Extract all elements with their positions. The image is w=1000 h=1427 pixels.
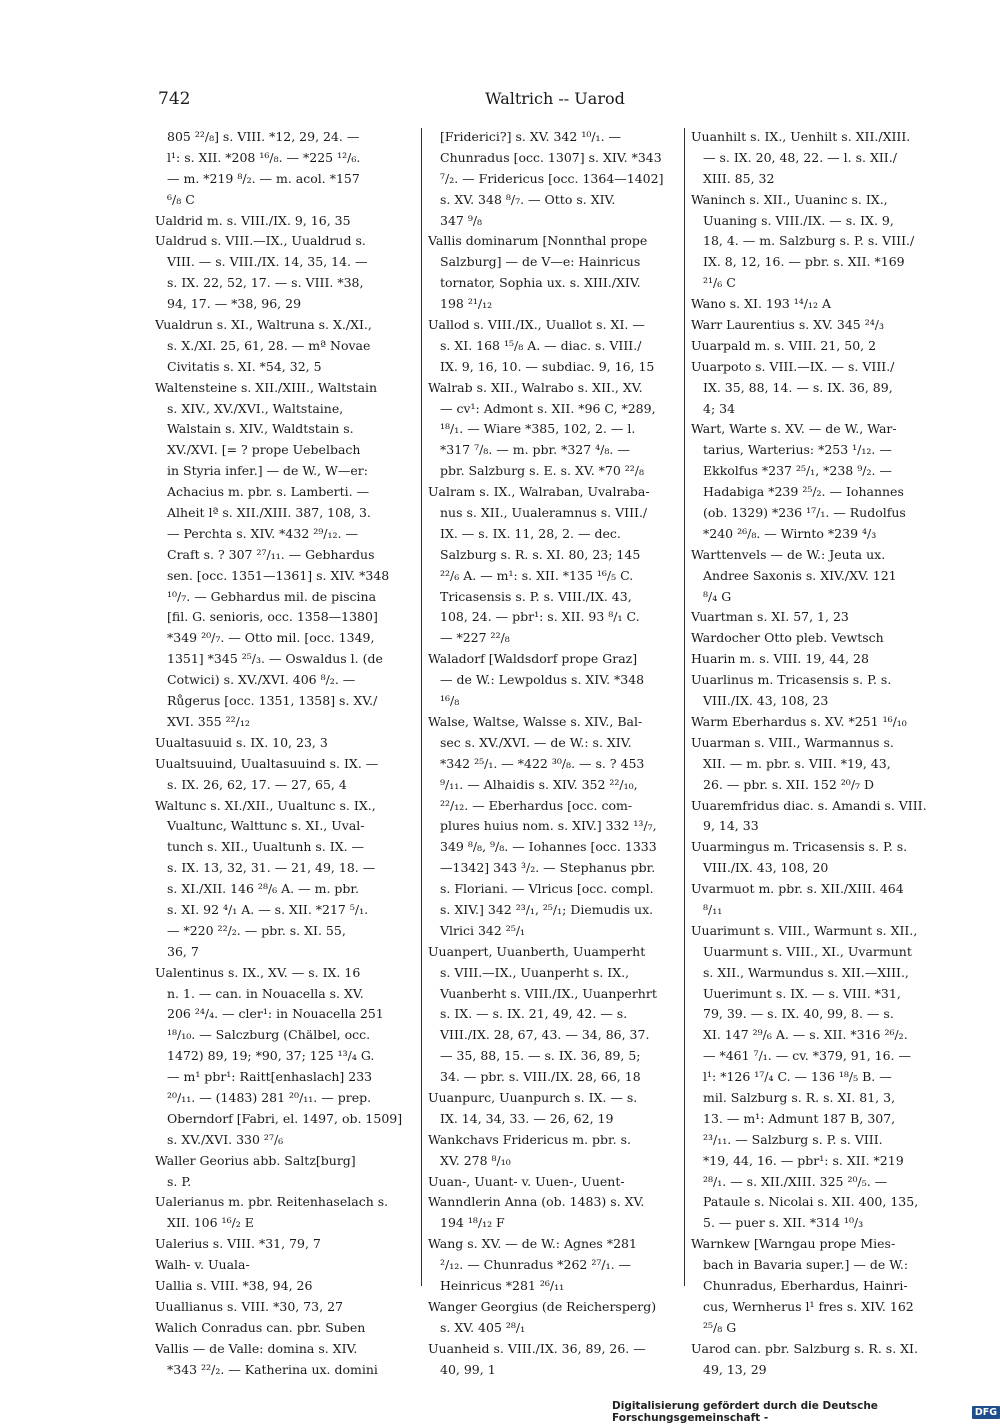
index-line: pbr. Salzburg s. E. s. XV. *70 ²²/₈ (440, 463, 645, 479)
index-line: Uuallianus s. VIII. *30, 73, 27 (155, 1298, 343, 1314)
index-line: Vallis dominarum [Nonnthal prope (428, 233, 648, 249)
index-line: VIII. — s. VIII./IX. 14, 35, 14. — (167, 254, 368, 270)
index-line: Andree Saxonis s. XIV./XV. 121 (703, 567, 897, 583)
index-line: ¹⁸/₁₀. — Salczburg (Chälbel, occ. (167, 1027, 371, 1043)
index-line: 34. — pbr. s. VIII./IX. 28, 66, 18 (440, 1069, 641, 1085)
index-line: Vallis — de Valle: domina s. XIV. (155, 1340, 358, 1356)
index-line: ²²/₁₂. — Eberhardus [occ. com- (440, 797, 633, 813)
index-line: ¹⁰/₇. — Gebhardus mil. de piscina (167, 588, 377, 604)
index-line: ⁸/₁₁ (703, 901, 723, 917)
index-line: Ualentinus s. IX., XV. — s. IX. 16 (155, 964, 361, 980)
dfg-logo-icon: DFG (972, 1406, 1000, 1419)
index-line: Uualtasuuid s. IX. 10, 23, 3 (155, 734, 328, 750)
index-line: s. XV./XVI. 330 ²⁷/₆ (167, 1131, 284, 1147)
index-line: Uuanheid s. VIII./IX. 36, 89, 26. — (428, 1340, 646, 1356)
index-line: ¹⁸/₁. — Wiare *385, 102, 2. — l. (440, 421, 636, 437)
index-line: Uuaning s. VIII./IX. — s. IX. 9, (703, 212, 894, 228)
index-line: plures huius nom. s. XIV.] 332 ¹³/₇, (440, 818, 657, 834)
index-line: *349 ²⁰/₇. — Otto mil. [occ. 1349, (167, 630, 375, 646)
index-line: Waladorf [Waldsdorf prope Graz] (428, 651, 638, 667)
index-line: *317 ⁷/₈. — m. pbr. *327 ⁴/₈. — (440, 442, 630, 458)
index-column-3 (691, 127, 953, 1380)
index-line: *342 ²⁵/₁. — *422 ³⁰/₈. — s. ? 453 (440, 755, 645, 771)
index-line: Walrab s. XII., Walrabo s. XII., XV. (428, 379, 643, 395)
index-line: Warnkew [Warngau prope Mies- (691, 1236, 896, 1252)
index-line: s. XI. 92 ⁴/₁ A. — s. XII. *217 ⁵/₁. (167, 901, 369, 917)
index-line: s. XV. 405 ²⁸/₁ (440, 1319, 526, 1335)
index-line: Uuarlinus m. Tricasensis s. P. s. (691, 672, 892, 688)
index-line: Uuarpald m. s. VIII. 21, 50, 2 (691, 337, 877, 353)
index-line: 194 ¹⁸/₁₂ F (440, 1215, 505, 1231)
index-line: Uuerimunt s. IX. — s. VIII. *31, (703, 985, 901, 1001)
index-line: VIII./IX. 43, 108, 20 (703, 860, 829, 876)
index-line: Uallod s. VIII./IX., Uuallot s. XI. — (428, 317, 645, 333)
index-line: tornator, Sophia ux. s. XIII./XIV. (440, 275, 641, 291)
index-line: 805 ²²/₈] s. VIII. *12, 29, 24. — (167, 129, 360, 144)
index-line: Heinricus *281 ²⁶/₁₁ (440, 1277, 565, 1293)
index-line: — m¹ pbr¹: Raitt[enhaslach] 233 (167, 1069, 373, 1085)
index-line: 1472) 89, 19; *90, 37; 125 ¹³/₄ G. (167, 1048, 375, 1064)
index-line: Uallia s. VIII. *38, 94, 26 (155, 1277, 313, 1293)
index-line: 79, 39. — s. IX. 40, 99, 8. — s. (703, 1006, 894, 1022)
index-line: 1351] *345 ²⁵/₃. — Oswaldus l. (de (167, 651, 383, 667)
index-line: ²⁰/₁₁. — (1483) 281 ²⁰/₁₁. — prep. (167, 1089, 372, 1105)
index-line: mil. Salzburg s. R. s. XI. 81, 3, (703, 1089, 896, 1105)
index-line: 347 ⁹/₈ (440, 212, 483, 228)
index-line: Craft s. ? 307 ²⁷/₁₁. — Gebhardus (167, 546, 375, 562)
index-line: ⁶/₈ C (167, 191, 195, 207)
index-line: [Friderici?] s. XV. 342 ¹⁰/₁. — (440, 129, 622, 144)
index-line: Vualtunc, Walttunc s. XI., Uval- (167, 818, 365, 834)
index-line: Ualdrud s. VIII.—IX., Uualdrud s. (155, 233, 366, 249)
index-line: ²⁵/₈ G (703, 1319, 737, 1335)
index-line: tunch s. XII., Uualtunh s. IX. — (167, 839, 365, 855)
index-line: Wanndlerin Anna (ob. 1483) s. XV. (428, 1194, 645, 1210)
index-line: Salzburg s. R. s. XI. 80, 23; 145 (440, 546, 641, 562)
index-line: Wano s. XI. 193 ¹⁴/₁₂ A (691, 296, 831, 312)
index-line: Walh- v. Uuala- (155, 1257, 250, 1273)
index-line: Wardocher Otto pleb. Vewtsch (691, 630, 884, 646)
index-line: Walse, Waltse, Walsse s. XIV., Bal- (428, 713, 643, 729)
index-line: 26. — pbr. s. XII. 152 ²⁰/₇ D (703, 776, 875, 792)
index-line: ²²/₆ A. — m¹: s. XII. *135 ¹⁶/₅ C. (440, 567, 634, 583)
index-line: cus, Wernherus l¹ fres s. XIV. 162 (703, 1298, 914, 1314)
index-line: — 35, 88, 15. — s. IX. 36, 89, 5; (440, 1048, 641, 1064)
index-line: s. IX. — s. IX. 21, 49, 42. — s. (440, 1006, 628, 1022)
index-line: 206 ²⁴/₄. — cler¹: in Nouacella 251 (167, 1006, 384, 1022)
index-line: s. XIV., XV./XVI., Waltstaine, (167, 400, 344, 416)
index-line: s. Floriani. — Vlricus [occ. compl. (440, 881, 654, 897)
index-line: ⁹/₁₁. — Alhaidis s. XIV. 352 ²²/₁₀, (440, 776, 638, 792)
index-line: Vlrici 342 ²⁵/₁ (440, 922, 526, 938)
index-line: [fil. G. senioris, occ. 1358—1380] (167, 609, 378, 625)
index-line: Achacius m. pbr. s. Lamberti. — (167, 484, 370, 500)
index-line: VIII./IX. 28, 67, 43. — 34, 86, 37. (440, 1027, 650, 1043)
index-line: Vuanberht s. VIII./IX., Uuanperhrt (440, 985, 657, 1001)
index-line: Walstain s. XIV., Waldtstain s. (167, 421, 354, 437)
index-line: IX. 8, 12, 16. — pbr. s. XII. *169 (703, 254, 905, 270)
index-line: Vualdrun s. XI., Waltruna s. X./XI., (155, 317, 372, 333)
index-line: XII. 106 ¹⁶/₂ E (167, 1215, 254, 1231)
index-line: 13. — m¹: Admunt 187 B, 307, (703, 1110, 896, 1126)
index-line: — m. *219 ⁸/₂. — m. acol. *157 (167, 170, 360, 186)
index-line: — s. IX. 20, 48, 22. — l. s. XII./ (703, 149, 897, 165)
index-line: 4; 34 (703, 400, 736, 416)
index-line: Ualdrid m. s. VIII./IX. 9, 16, 35 (155, 212, 351, 228)
index-line: 9, 14, 33 (703, 818, 759, 834)
index-line: — *220 ²²/₂. — pbr. s. XI. 55, (167, 922, 346, 938)
index-line: ²³/₁₁. — Salzburg s. P. s. VIII. (703, 1131, 883, 1147)
index-line: l¹: s. XII. *208 ¹⁶/₈. — *225 ¹²/₆. (167, 149, 361, 165)
index-line: Chunradus [occ. 1307] s. XIV. *343 (440, 149, 662, 165)
index-line: Uuarimunt s. VIII., Warmunt s. XII., (691, 922, 918, 938)
index-line: 49, 13, 29 (703, 1361, 767, 1377)
index-line: ²/₁₂. — Chunradus *262 ²⁷/₁. — (440, 1257, 632, 1273)
index-line: Wart, Warte s. XV. — de W., War- (691, 421, 897, 437)
index-line: Ekkolfus *237 ²⁵/₁, *238 ⁹/₂. — (703, 463, 892, 479)
index-line: ¹⁶/₈ (440, 693, 460, 709)
index-line: s. IX. 22, 52, 17. — s. VIII. *38, (167, 275, 364, 291)
index-line: 36, 7 (167, 943, 199, 959)
index-column-1 (155, 127, 417, 1380)
index-line: IX. 35, 88, 14. — s. IX. 36, 89, (703, 379, 893, 395)
index-line: Uuan-, Uuant- v. Uuen-, Uuent- (428, 1173, 625, 1189)
index-line: s. XV. 348 ⁸/₇. — Otto s. XIV. (440, 191, 616, 207)
index-line: IX. — s. IX. 11, 28, 2. — dec. (440, 525, 621, 541)
index-line: n. 1. — can. in Nouacella s. XV. (167, 985, 364, 1001)
index-line: Warr Laurentius s. XV. 345 ²⁴/₃ (691, 317, 884, 333)
index-line: Civitatis s. XI. *54, 32, 5 (167, 358, 322, 374)
index-line: XVI. 355 ²²/₁₂ (167, 713, 250, 729)
index-line: 40, 99, 1 (440, 1361, 496, 1377)
index-line: Waninch s. XII., Uuaninc s. IX., (691, 191, 888, 207)
index-line: *19, 44, 16. — pbr¹: s. XII. *219 (703, 1152, 904, 1168)
index-line: Uuarmingus m. Tricasensis s. P. s. (691, 839, 908, 855)
index-column-2 (428, 127, 690, 1380)
index-line: Warm Eberhardus s. XV. *251 ¹⁶/₁₀ (691, 713, 907, 729)
index-line: XII. — m. pbr. s. VIII. *19, 43, (703, 755, 891, 771)
index-line: s. VIII.—IX., Uuanperht s. IX., (440, 964, 630, 980)
index-line: XI. 147 ²⁹/₆ A. — s. XII. *316 ²⁶/₂. (703, 1027, 908, 1043)
index-line: 108, 24. — pbr¹: s. XII. 93 ⁸/₁ C. (440, 609, 640, 625)
index-line: Uuarman s. VIII., Warmannus s. (691, 734, 894, 750)
index-line: Vuartman s. XI. 57, 1, 23 (691, 609, 849, 625)
index-line: nus s. XII., Uualeramnus s. VIII./ (440, 505, 648, 521)
index-line: sen. [occ. 1351—1361] s. XIV. *348 (167, 567, 390, 583)
index-line: s. XIV.] 342 ²³/₁, ²⁵/₁; Diemudis ux. (440, 901, 654, 917)
index-line: 94, 17. — *38, 96, 29 (167, 296, 302, 312)
index-line: VIII./IX. 43, 108, 23 (703, 693, 829, 709)
index-line: —1342] 343 ³/₂. — Stephanus pbr. (440, 860, 656, 876)
index-line: Uualtsuuind, Uualtasuuind s. IX. — (155, 755, 379, 771)
index-line: — cv¹: Admont s. XII. *96 C, *289, (440, 400, 656, 416)
index-line: Uuanhilt s. IX., Uenhilt s. XII./XIII. (691, 129, 911, 144)
funding-note: Digitalisierung gefördert durch die Deutsche Forschungsgemeinschaft - (612, 1400, 878, 1424)
index-line: ⁷/₂. — Fridericus [occ. 1364—1402] (440, 170, 664, 186)
index-line: sec s. XV./XVI. — de W.: s. XIV. (440, 734, 632, 750)
index-line: Uvarmuot m. pbr. s. XII./XIII. 464 (691, 881, 904, 897)
index-line: Walich Conradus can. pbr. Suben (155, 1319, 366, 1335)
index-line: (ob. 1329) *236 ¹⁷/₁. — Rudolfus (703, 505, 906, 521)
index-line: Waller Georius abb. Saltz[burg] (155, 1152, 356, 1168)
index-line: XIII. 85, 32 (703, 170, 775, 186)
index-line: s. X./XI. 25, 61, 28. — mª Novae (167, 337, 371, 353)
index-line: Uuarpoto s. VIII.—IX. — s. VIII./ (691, 358, 895, 374)
index-line: Pataule s. Nicolai s. XII. 400, 135, (703, 1194, 919, 1210)
index-line: 5. — puer s. XII. *314 ¹⁰/₃ (703, 1215, 864, 1231)
index-line: s. XI. 168 ¹⁵/₈ A. — diac. s. VIII./ (440, 337, 642, 353)
index-line: IX. 14, 34, 33. — 26, 62, 19 (440, 1110, 614, 1126)
index-line: Růgerus [occ. 1351, 1358] s. XV./ (167, 693, 378, 709)
index-line: Waltunc s. XI./XII., Uualtunc s. IX., (155, 797, 376, 813)
index-line: — *461 ⁷/₁. — cv. *379, 91, 16. — (703, 1048, 911, 1064)
index-line: in Styria infer.] — de W., W—er: (167, 463, 368, 479)
index-line: Uuanpurc, Uuanpurch s. IX. — s. (428, 1089, 638, 1105)
index-line: s. XII., Warmundus s. XII.—XIII., (703, 964, 909, 980)
index-line: ²⁸/₁. — s. XII./XIII. 325 ²⁰/₅. — (703, 1173, 888, 1189)
index-line: ⁸/₄ G (703, 588, 732, 604)
index-line: Uuarmunt s. VIII., XI., Uvarmunt (703, 943, 912, 959)
index-line: Huarin m. s. VIII. 19, 44, 28 (691, 651, 869, 667)
index-line: Uarod can. pbr. Salzburg s. R. s. XI. (691, 1340, 918, 1356)
index-line: bach in Bavaria super.] — de W.: (703, 1257, 909, 1273)
index-line: Hadabiga *239 ²⁵/₂. — Iohannes (703, 484, 904, 500)
index-line: l¹: *126 ¹⁷/₄ C. — 136 ¹⁸/₅ B. — (703, 1069, 892, 1085)
index-line: tarius, Warterius: *253 ¹/₁₂. — (703, 442, 892, 458)
index-line: Wang s. XV. — de W.: Agnes *281 (428, 1236, 637, 1252)
index-line: Uuanpert, Uuanberth, Uuamperht (428, 943, 646, 959)
index-line: Warttenvels — de W.: Jeuta ux. (691, 546, 886, 562)
index-line: s. IX. 13, 32, 31. — 21, 49, 18. — (167, 860, 376, 876)
index-line: — de W.: Lewpoldus s. XIV. *348 (440, 672, 645, 688)
index-line: *343 ²²/₂. — Katherina ux. domini (167, 1361, 378, 1377)
column-rule-1 (421, 128, 422, 1286)
index-line: Uuaremfridus diac. s. Amandi s. VIII. (691, 797, 927, 813)
index-line: IX. 9, 16, 10. — subdiac. 9, 16, 15 (440, 358, 655, 374)
index-line: *240 ²⁶/₈. — Wirnto *239 ⁴/₃ (703, 525, 877, 541)
index-line: 198 ²¹/₁₂ (440, 296, 493, 312)
index-line: Salzburg] — de V—e: Hainricus (440, 254, 641, 270)
index-line: Wanger Georgius (de Reichersperg) (428, 1298, 657, 1314)
index-line: Chunradus, Eberhardus, Hainri- (703, 1277, 908, 1293)
index-line: XV. 278 ⁸/₁₀ (440, 1152, 511, 1168)
index-line: s. IX. 26, 62, 17. — 27, 65, 4 (167, 776, 347, 792)
index-line: Waltensteine s. XII./XIII., Waltstain (155, 379, 378, 395)
footer (612, 1400, 1000, 1424)
index-line: Ualerius s. VIII. *31, 79, 7 (155, 1236, 321, 1252)
running-head: Waltrich -- Uarod (485, 89, 625, 108)
index-line: XV./XVI. [= ? prope Uebelbach (167, 442, 361, 458)
index-line: Ualram s. IX., Walraban, Uvalraba- (428, 484, 650, 500)
index-line: 349 ⁸/₈, ⁹/₈. — Iohannes [occ. 1333 (440, 839, 657, 855)
index-line: Cotwici) s. XV./XVI. 406 ⁸/₂. — (167, 672, 356, 688)
index-line: Wankchavs Fridericus m. pbr. s. (428, 1131, 631, 1147)
index-line: 18, 4. — m. Salzburg s. P. s. VIII./ (703, 233, 915, 249)
index-line: s. P. (167, 1173, 192, 1189)
index-line: s. XI./XII. 146 ²⁸/₆ A. — m. pbr. (167, 881, 359, 897)
index-line: Oberndorf [Fabri, el. 1497, ob. 1509] (167, 1110, 403, 1126)
index-line: Tricasensis s. P. s. VIII./IX. 43, (440, 588, 632, 604)
index-line: ²¹/₆ C (703, 275, 736, 291)
index-line: — *227 ²²/₈ (440, 630, 510, 646)
index-line: Alheit lª s. XII./XIII. 387, 108, 3. (167, 505, 371, 521)
index-line: Ualerianus m. pbr. Reitenhaselach s. (155, 1194, 389, 1210)
page-number: 742 (158, 89, 191, 109)
index-line: — Perchta s. XIV. *432 ²⁹/₁₂. — (167, 525, 358, 541)
